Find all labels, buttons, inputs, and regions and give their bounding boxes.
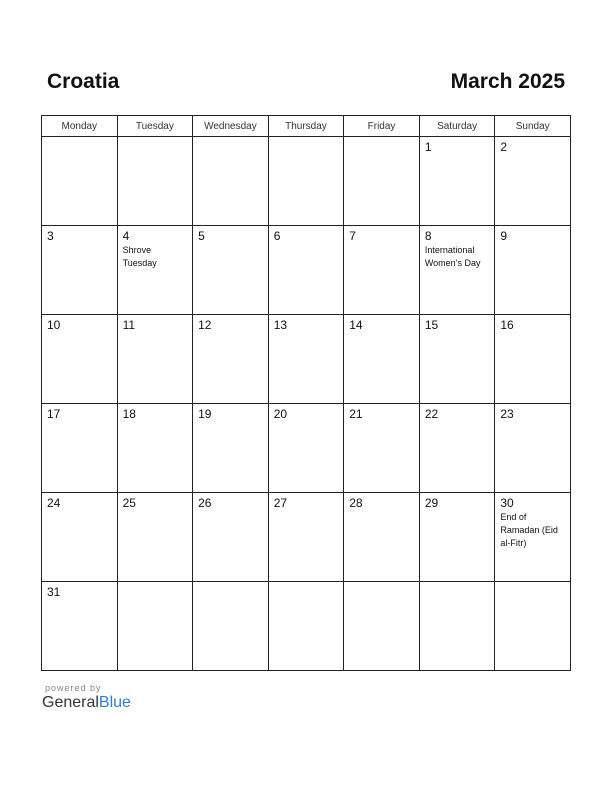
country-title: Croatia (47, 70, 120, 93)
powered-by-text: powered by (45, 683, 102, 693)
day-number: 15 (424, 318, 439, 332)
day-cell (42, 137, 118, 226)
day-number: 31 (47, 585, 61, 599)
day-number: 11 (122, 318, 136, 332)
weekday-header-row (42, 116, 571, 137)
day-number: 18 (122, 407, 136, 421)
day-number: 10 (47, 318, 61, 332)
day-cell (344, 582, 420, 671)
month-title: March 2025 (450, 70, 565, 93)
week-row (42, 315, 571, 404)
day-cell (419, 404, 495, 493)
holiday-label: Shrove Tuesday (122, 245, 157, 268)
day-cell (117, 315, 193, 404)
generalblue-logo[interactable] (42, 694, 131, 712)
holiday-label: End of Ramadan (Eid al-Fitr) (500, 512, 558, 548)
day-cell (193, 226, 269, 315)
day-number: 19 (198, 407, 212, 421)
day-cell (419, 315, 495, 404)
day-cell (344, 404, 420, 493)
day-number: 20 (273, 407, 288, 421)
day-cell (193, 404, 269, 493)
week-row (42, 582, 571, 671)
day-cell (42, 493, 118, 582)
day-cell (419, 493, 495, 582)
day-number: 26 (198, 496, 212, 510)
day-cell (495, 315, 571, 404)
day-cell (344, 315, 420, 404)
day-cell (42, 404, 118, 493)
day-cell (419, 226, 495, 315)
day-number: 28 (349, 496, 363, 510)
day-number: 9 (500, 229, 508, 243)
day-number: 16 (500, 318, 514, 332)
week-row (42, 404, 571, 493)
weekday-header: Tuesday (117, 116, 193, 137)
weekday-header: Wednesday (193, 116, 269, 137)
day-number: 1 (424, 140, 432, 154)
day-cell (117, 137, 193, 226)
day-cell (193, 493, 269, 582)
day-cell (117, 493, 193, 582)
day-number: 6 (273, 229, 281, 243)
day-number: 24 (47, 496, 61, 510)
day-cell (495, 582, 571, 671)
logo-text-general: General (42, 694, 99, 711)
weekday-header: Friday (344, 116, 420, 137)
logo-text-blue: Blue (98, 694, 131, 711)
day-number: 5 (198, 229, 205, 243)
day-cell (344, 493, 420, 582)
day-cell (495, 137, 571, 226)
day-cell (117, 582, 193, 671)
day-number: 21 (349, 407, 363, 421)
day-cell (117, 226, 193, 315)
day-cell (268, 137, 344, 226)
calendar-grid (41, 115, 571, 671)
day-number: 2 (500, 140, 508, 154)
day-number: 12 (198, 318, 212, 332)
weekday-header: Saturday (419, 116, 495, 137)
day-number: 7 (349, 229, 356, 243)
day-cell (268, 404, 344, 493)
weekday-header: Thursday (268, 116, 344, 137)
day-cell (495, 226, 571, 315)
day-cell (268, 582, 344, 671)
holiday-label: International Women’s Day (424, 245, 481, 268)
day-cell (268, 226, 344, 315)
week-row (42, 226, 571, 315)
day-cell (193, 315, 269, 404)
day-cell (193, 137, 269, 226)
day-number: 27 (273, 496, 288, 510)
day-cell (495, 493, 571, 582)
day-number: 30 (500, 496, 514, 510)
day-cell (193, 582, 269, 671)
day-number: 25 (122, 496, 136, 510)
day-cell (495, 404, 571, 493)
day-cell (117, 404, 193, 493)
week-row (42, 493, 571, 582)
day-cell (419, 137, 495, 226)
day-number: 3 (47, 229, 54, 243)
day-cell (42, 226, 118, 315)
week-row (42, 137, 571, 226)
day-number: 22 (424, 407, 439, 421)
day-cell (268, 493, 344, 582)
day-cell (42, 315, 118, 404)
weekday-header: Monday (42, 116, 118, 137)
day-cell (42, 582, 118, 671)
day-cell (344, 226, 420, 315)
weekday-header: Sunday (495, 116, 571, 137)
day-cell (344, 137, 420, 226)
day-cell (419, 582, 495, 671)
day-number: 29 (424, 496, 439, 510)
day-number: 4 (122, 229, 130, 243)
day-number: 23 (500, 407, 514, 421)
day-number: 14 (349, 318, 363, 332)
day-number: 13 (273, 318, 288, 332)
day-cell (268, 315, 344, 404)
day-number: 8 (424, 229, 432, 243)
day-number: 17 (47, 407, 61, 421)
